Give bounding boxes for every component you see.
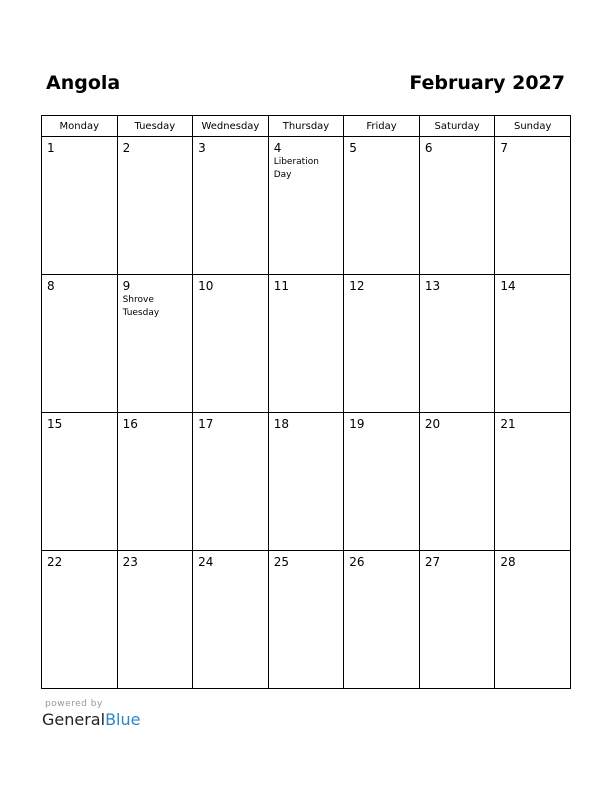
powered-by-label: powered by (45, 699, 103, 709)
day-number: 18 (273, 417, 289, 431)
day-cell (117, 275, 193, 413)
day-cell (495, 413, 571, 551)
day-number: 28 (500, 555, 516, 569)
day-cell (419, 413, 495, 551)
week-row (42, 413, 571, 551)
day-cell (42, 551, 118, 689)
day-cell (193, 275, 269, 413)
weekday-header-row (42, 116, 571, 137)
calendar-grid (41, 115, 571, 689)
day-number: 3 (198, 141, 206, 155)
weekday-thursday: Thursday (268, 116, 344, 137)
day-cell (344, 275, 420, 413)
day-number: 25 (273, 555, 289, 569)
day-cell (42, 137, 118, 275)
day-number: 11 (273, 279, 289, 293)
day-cell (193, 137, 269, 275)
day-number: 16 (122, 417, 138, 431)
week-row (42, 137, 571, 275)
day-number: 14 (500, 279, 516, 293)
day-number: 4 (273, 141, 282, 155)
holiday-label: Shrove Tuesday (122, 295, 160, 318)
day-cell (344, 551, 420, 689)
day-number: 12 (349, 279, 365, 293)
brand-name-general: General (42, 710, 106, 729)
weekday-sunday: Sunday (495, 116, 571, 137)
day-number: 23 (122, 555, 138, 569)
day-cell (193, 413, 269, 551)
day-number: 20 (424, 417, 441, 431)
day-number: 8 (47, 279, 55, 293)
brand-logo[interactable] (42, 710, 140, 729)
day-number: 6 (424, 141, 433, 155)
day-number: 24 (198, 555, 214, 569)
day-cell (42, 413, 118, 551)
day-number: 10 (198, 279, 214, 293)
day-number: 2 (122, 141, 131, 155)
week-row (42, 551, 571, 689)
day-cell (495, 275, 571, 413)
day-number: 7 (500, 141, 509, 155)
weekday-monday: Monday (42, 116, 118, 137)
country-title: Angola (46, 72, 121, 94)
day-cell (42, 275, 118, 413)
day-number: 27 (424, 555, 441, 569)
day-number: 1 (47, 141, 55, 155)
day-number: 26 (349, 555, 365, 569)
day-cell (344, 413, 420, 551)
day-cell (419, 137, 495, 275)
month-title: February 2027 (409, 72, 565, 94)
day-number: 21 (500, 417, 516, 431)
weekday-saturday: Saturday (419, 116, 495, 137)
day-cell (117, 551, 193, 689)
day-cell (117, 137, 193, 275)
day-number: 17 (198, 417, 214, 431)
weekday-friday: Friday (344, 116, 420, 137)
day-cell (117, 413, 193, 551)
day-number: 19 (349, 417, 365, 431)
week-row (42, 275, 571, 413)
day-number: 22 (47, 555, 63, 569)
day-cell (268, 275, 344, 413)
day-number: 5 (349, 141, 357, 155)
day-cell (268, 137, 344, 275)
day-number: 9 (122, 279, 131, 293)
day-cell (268, 551, 344, 689)
day-cell (495, 551, 571, 689)
day-cell (419, 275, 495, 413)
day-cell (419, 551, 495, 689)
day-cell (495, 137, 571, 275)
day-number: 15 (47, 417, 63, 431)
holiday-label: Liberation Day (273, 157, 319, 180)
day-number: 13 (424, 279, 441, 293)
day-cell (344, 137, 420, 275)
weekday-tuesday: Tuesday (117, 116, 193, 137)
day-cell (268, 413, 344, 551)
weekday-wednesday: Wednesday (193, 116, 269, 137)
brand-name-blue: Blue (105, 710, 141, 729)
day-cell (193, 551, 269, 689)
